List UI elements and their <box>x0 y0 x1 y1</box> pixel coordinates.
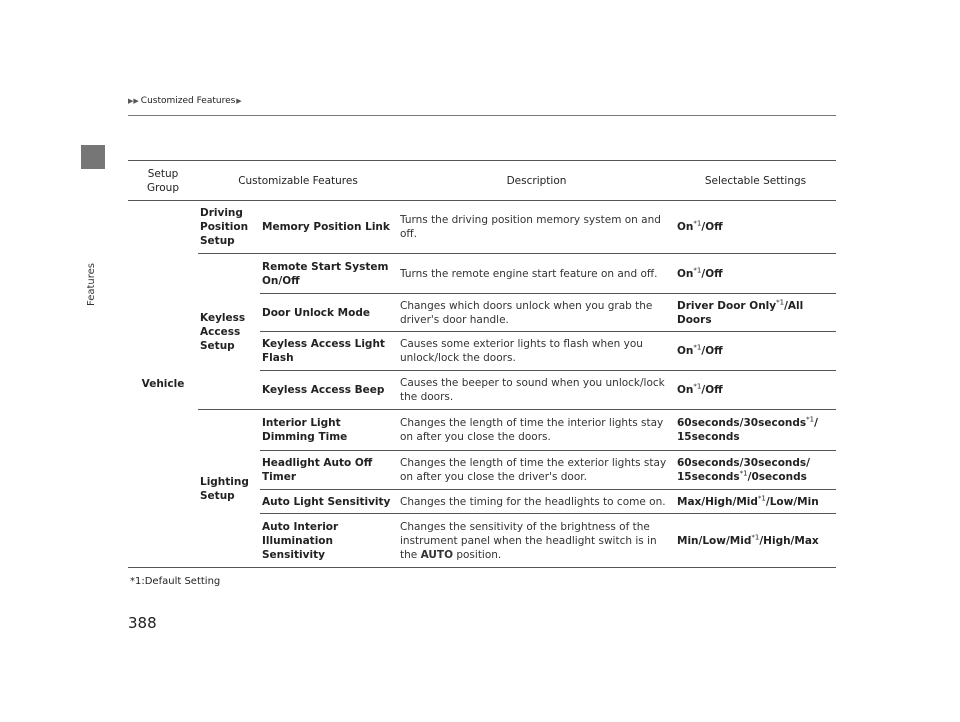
feature-settings <box>675 294 836 332</box>
default-marker: *1 <box>693 382 702 391</box>
default-marker: *1 <box>693 343 702 352</box>
feature-settings <box>675 490 836 514</box>
description-text: position. <box>453 548 502 561</box>
setting-default: On <box>677 384 694 396</box>
setting-other: /All Doors <box>677 299 804 326</box>
default-marker: *1 <box>751 533 760 541</box>
default-marker: *1 <box>693 266 702 274</box>
setting-default: On <box>677 345 694 357</box>
feature-description: Turns the remote engine start feature on and off. <box>398 254 675 294</box>
setting-default: Max/High/Mid <box>677 495 758 508</box>
setting-default: 60seconds/30seconds <box>677 417 807 429</box>
setting-default: Min/Low/Mid <box>677 534 752 547</box>
setting-other: / 15seconds <box>677 417 818 443</box>
section-tab-marker <box>81 145 105 169</box>
default-marker: *1 <box>693 219 702 228</box>
feature-settings <box>675 332 836 371</box>
setting-other: /Off <box>701 221 723 233</box>
setting-other: /Off <box>701 345 723 357</box>
setting-other: /Off <box>701 267 723 280</box>
table-row <box>128 254 836 294</box>
default-marker: *1 <box>739 469 748 478</box>
setting-default: On <box>677 267 694 280</box>
feature-settings <box>675 254 836 294</box>
setup-group-vehicle: Vehicle <box>128 201 198 568</box>
breadcrumb-arrow-icon: ▶ <box>236 97 242 105</box>
feature-description: Changes which doors unlock when you grab the driver's door handle. <box>398 294 675 332</box>
footnote-default-setting: *1:Default Setting <box>130 576 221 587</box>
feature-description: Turns the driving position memory system on and off. <box>398 201 675 254</box>
setting-other: /0seconds <box>747 471 807 483</box>
table-header-row <box>128 161 836 201</box>
feature-name: Keyless Access Beep <box>260 371 398 410</box>
feature-settings <box>675 201 836 254</box>
header-rule <box>128 115 836 116</box>
subgroup-lighting: Lighting Setup <box>198 410 260 568</box>
header-setup-group <box>128 161 198 201</box>
customizable-features-table <box>128 160 836 568</box>
feature-settings <box>675 410 836 451</box>
header-selectable-settings: Selectable Settings <box>675 161 836 201</box>
feature-description: Changes the length of time the exterior lights stay on after you close the driver's door. <box>398 451 675 490</box>
description-text: Changes the sensitivity of the brightness of the instrument panel when the headlight switch is in the <box>400 520 657 561</box>
feature-name: Interior Light Dimming Time <box>260 410 398 451</box>
table-row <box>128 201 836 254</box>
setting-default: 60seconds/30seconds/ 15seconds <box>677 457 810 483</box>
subgroup-driving-position: Driving Position Setup <box>198 201 260 254</box>
feature-name: Auto Interior Illumination Sensitivity <box>260 514 398 568</box>
setting-default: On <box>677 221 694 233</box>
header-text: Setup Group <box>147 167 179 194</box>
header-customizable-features: Customizable Features <box>198 161 398 201</box>
feature-name: Headlight Auto Off Timer <box>260 451 398 490</box>
feature-settings <box>675 451 836 490</box>
default-marker: *1 <box>776 298 785 306</box>
setting-default: Driver Door Only <box>677 299 777 312</box>
feature-description <box>398 514 675 568</box>
feature-description: Changes the timing for the headlights to come on. <box>398 490 675 514</box>
setting-other: /Off <box>701 384 723 396</box>
feature-name: Auto Light Sensitivity <box>260 490 398 514</box>
feature-description: Causes the beeper to sound when you unlock/lock the doors. <box>398 371 675 410</box>
feature-description: Changes the length of time the interior lights stay on after you close the doors. <box>398 410 675 451</box>
feature-description: Causes some exterior lights to flash when you unlock/lock the doors. <box>398 332 675 371</box>
default-marker: *1 <box>806 415 815 424</box>
feature-settings <box>675 514 836 568</box>
table-row <box>128 410 836 451</box>
breadcrumb-arrow-icon: ▶▶ <box>128 97 139 105</box>
breadcrumb-label: Customized Features <box>140 96 236 106</box>
feature-name: Keyless Access Light Flash <box>260 332 398 371</box>
feature-name: Memory Position Link <box>260 201 398 254</box>
feature-name: Door Unlock Mode <box>260 294 398 332</box>
feature-name: Remote Start System On/Off <box>260 254 398 294</box>
page-number: 388 <box>128 614 157 632</box>
subgroup-keyless-access: Keyless Access Setup <box>198 254 260 410</box>
header-description: Description <box>398 161 675 201</box>
setting-other: /High/Max <box>759 534 819 547</box>
setting-other: /Low/Min <box>765 495 819 508</box>
description-emphasis: AUTO <box>420 548 453 561</box>
default-marker: *1 <box>757 494 766 502</box>
feature-settings <box>675 371 836 410</box>
section-side-label: Features <box>86 263 97 306</box>
breadcrumb[interactable] <box>128 96 243 106</box>
